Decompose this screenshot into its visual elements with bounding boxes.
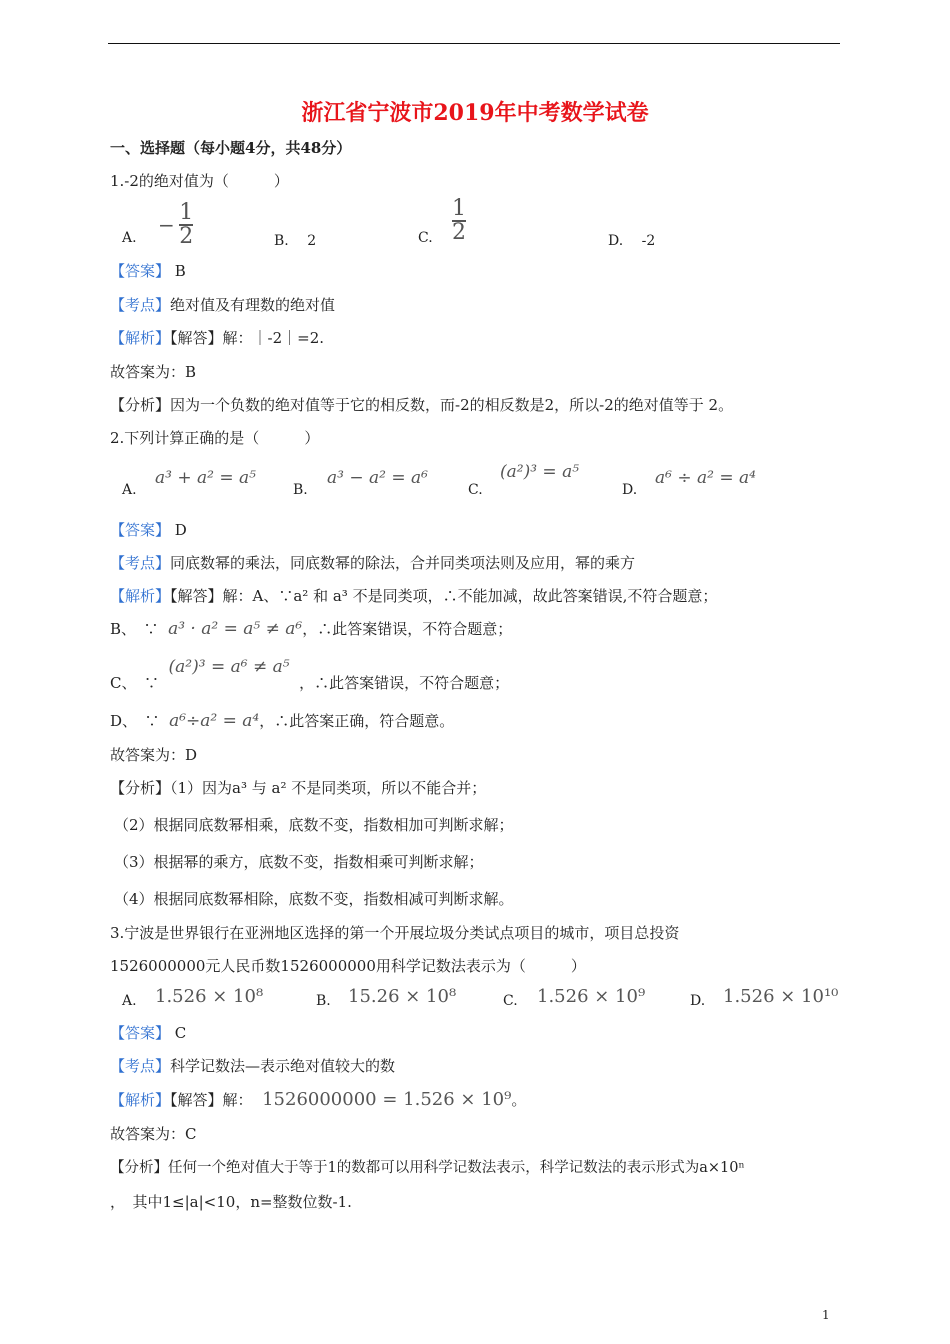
answer-tag: 【答案】 [110,262,171,280]
q2-option-a-math: a³ + a² = a⁵ [155,468,256,488]
q3-option-a-math: 1.526 × 10⁸ [155,986,264,1007]
q3-option-c-math: 1.526 × 10⁹ [537,986,646,1007]
top-rule [108,43,840,44]
fenxi-tag: 【分析】 [110,396,171,414]
jiexi-math: 1526000000 = 1.526 × 10⁹ [262,1089,512,1110]
line-d-suffix: ，∴此答案正确，符合题意。 [259,712,455,730]
line-d-prefix: D、 ∵ [110,712,160,730]
answer-value: C [170,1024,187,1042]
line-b-suffix: ，∴此答案错误，不符合题意； [302,620,513,638]
line-c-math: (a²)³ = a⁶ ≠ a⁵ [168,657,290,677]
kaodian-text: 绝对值及有理数的绝对值 [170,296,336,314]
q3-stem-line2: 1526000000元人民币数1526000000用科学记数法表示为（ ） [110,957,586,975]
answer-value: B [170,262,186,280]
q3-option-d-letter: D. [690,993,706,1009]
jiexi-tag: 【解析】 [110,329,171,347]
q2-option-a-letter: A. [122,482,137,498]
line-b-math: a³ · a² = a⁵ ≠ a⁶ [168,619,303,639]
q3-jiexi [110,1090,526,1110]
fenxi-text: （1）因为a³ 与 a² 不是同类项，所以不能合并； [170,779,487,797]
q2-option-d-math: a⁶ ÷ a² = a⁴ [655,468,756,488]
q2-line-b [110,619,512,639]
answer-value: D [170,521,187,539]
q2-option-b-math: a³ − a² = a⁶ [327,468,428,488]
jieda-tag: 【解答】 [170,329,223,347]
q1-option-c-letter: C. [418,230,433,246]
numerator: 1 [179,200,194,225]
q2-option-c-math: (a²)³ = a⁵ [500,462,580,482]
q1-stem: 1.-2的绝对值为（ ） [110,172,289,190]
q3-conclusion: 故答案为：C [110,1125,197,1143]
q3-kaodian [110,1056,395,1076]
q1-option-d: D. -2 [608,233,656,249]
numerator: 1 [452,196,466,221]
q3-option-c-letter: C. [503,993,518,1009]
q1-option-b: B. 2 [274,233,317,249]
jiexi-text: 解：A、∵a² 和 a³ 不是同类项，∴不能加减，故此答案错误,不符合题意； [222,587,718,605]
q2-stem: 2.下列计算正确的是（ ） [110,429,320,447]
q1-option-a-letter: A. [122,230,137,246]
q3-option-d-math: 1.526 × 10¹⁰ [723,986,839,1007]
line-d-math: a⁶÷a² = a⁴ [169,711,260,731]
q3-option-b-math: 15.26 × 10⁸ [348,986,457,1007]
q1-answer [110,261,186,281]
fenxi-tag: 【分析】 [110,1160,168,1176]
q1-jiexi [110,328,324,348]
line-b-prefix: B、 ∵ [110,620,159,638]
q2-conclusion: 故答案为：D [110,746,198,764]
line-c-prefix: C、 ∵ [110,674,159,692]
page-number: 1 [822,1308,830,1322]
jiexi-text: 解：｜-2｜=2. [222,329,325,347]
q2-jiexi [110,586,717,606]
kaodian-tag: 【考点】 [110,296,171,314]
q2-fenxi-2: （2）根据同底数幂相乘，底数不变，指数相加可判断求解； [114,816,514,834]
page-title: 浙江省宁波市2019年中考数学试卷 [301,100,649,126]
fenxi-text: 因为一个负数的绝对值等于它的相反数，而-2的相反数是2，所以-2的绝对值等于 2。 [170,396,734,414]
kaodian-tag: 【考点】 [110,554,171,572]
q1-fenxi [110,395,733,415]
q1-option-a-fraction [158,202,193,248]
q2-line-c [110,657,510,693]
section-heading: 一、选择题（每小题4分，共48分） [110,139,352,157]
q1-option-c-fraction [452,198,466,244]
jiexi-tag: 【解析】 [110,1091,171,1109]
q2-option-d-letter: D. [622,482,638,498]
q2-line-d [110,711,454,731]
q3-fenxi-2: ， 其中1≤|a|<10，n=整数位数-1. [110,1193,352,1211]
fraction [179,202,193,248]
answer-tag: 【答案】 [110,521,171,539]
q1-kaodian [110,295,335,315]
fenxi-tag: 【分析】 [110,779,171,797]
answer-tag: 【答案】 [110,1024,171,1042]
fenxi-text: 任何一个绝对值大于等于1的数都可以用科学记数法表示，科学记数法的表示形式为a×10ⁿ [168,1160,745,1176]
fraction [452,198,466,244]
denominator: 2 [179,224,194,249]
q2-option-b-letter: B. [293,482,308,498]
kaodian-text: 同底数幂的乘法，同底数幂的除法，合并同类项法则及应用，幂的乘方 [170,554,636,572]
q2-option-c-letter: C. [468,482,483,498]
jiexi-prefix: 解： [222,1091,253,1109]
jiexi-tag: 【解析】 [110,587,171,605]
jieda-tag: 【解答】 [170,1091,223,1109]
minus-sign: − [158,213,175,237]
jieda-tag: 【解答】 [170,587,223,605]
line-c-suffix: ，∴此答案错误，不符合题意； [299,674,510,692]
q2-fenxi-4: （4）根据同底数幂相除，底数不变，指数相减可判断求解。 [114,890,514,908]
q2-kaodian [110,553,635,573]
q3-fenxi-1 [110,1158,745,1178]
kaodian-text: 科学记数法—表示绝对值较大的数 [170,1057,396,1075]
kaodian-tag: 【考点】 [110,1057,171,1075]
q1-conclusion: 故答案为：B [110,363,197,381]
denominator: 2 [452,220,466,245]
q2-fenxi-1 [110,778,486,798]
jiexi-end: 。 [511,1091,527,1109]
q3-answer [110,1023,186,1043]
q3-option-a-letter: A. [122,993,137,1009]
q3-option-b-letter: B. [316,993,331,1009]
q3-stem-line1: 3.宁波是世界银行在亚洲地区选择的第一个开展垃圾分类试点项目的城市，项目总投资 [110,924,680,942]
q2-fenxi-3: （3）根据幂的乘方，底数不变，指数相乘可判断求解； [114,853,484,871]
q2-answer [110,520,187,540]
